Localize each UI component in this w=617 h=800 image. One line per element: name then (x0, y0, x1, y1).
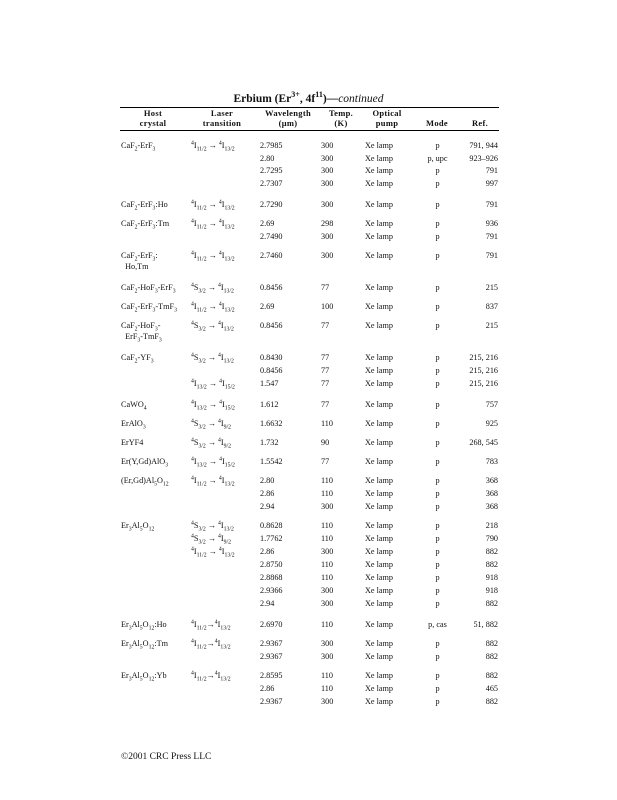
cell-temp: 300 (321, 141, 334, 150)
cell-trans: $^4I_{11/2} \to ^4I_{13/2}$ (191, 475, 235, 488)
cell-pump: Xe lamp (365, 232, 393, 241)
cell-mode: p (435, 400, 440, 409)
cell-temp: 300 (321, 639, 334, 648)
cell-host: CaF$_2$-HoF$_3$-ErF$_3$ (121, 283, 176, 295)
cell-wl: 2.80 (260, 476, 275, 485)
cell-pump: Xe lamp (365, 521, 393, 530)
cell-trans: $^4I_{11/2} \to ^4I_{13/2}$ (191, 250, 235, 263)
cell-pump: Xe lamp (365, 251, 393, 260)
cell-host: Er(Y,Gd)AlO$_3$ (121, 457, 169, 469)
cell-trans: $^4S_{3/2} \to ^4I_{13/2}$ (191, 282, 234, 295)
cell-pump: Xe lamp (365, 639, 393, 648)
cell-mode: p (435, 353, 440, 362)
cell-pump: Xe lamp (365, 547, 393, 556)
cell-ref: 368 (485, 502, 498, 511)
cell-wl: 1.7762 (260, 534, 283, 543)
cell-trans: $^4I_{11/2}\to^4I_{13/2}$ (191, 638, 231, 651)
cell-pump: Xe lamp (365, 502, 393, 511)
cell-mode: p (435, 302, 440, 311)
cell-trans: $^4I_{13/2} \to ^4I_{15/2}$ (191, 378, 235, 391)
cell-temp: 77 (321, 283, 330, 292)
cell-mode: p (435, 684, 440, 693)
cell-temp: 100 (321, 302, 334, 311)
cell-ref: 918 (485, 586, 498, 595)
cell-ref: 791 (485, 200, 498, 209)
cell-pump: Xe lamp (365, 457, 393, 466)
cell-temp: 77 (321, 457, 330, 466)
cell-ref: 757 (485, 400, 498, 409)
cell-temp: 300 (321, 502, 334, 511)
cell-pump: Xe lamp (365, 179, 393, 188)
cell-pump: Xe lamp (365, 302, 393, 311)
cell-temp: 300 (321, 599, 334, 608)
cell-pump: Xe lamp (365, 400, 393, 409)
cell-host: $Er_3Al_5O_{12}:Ho$ (121, 620, 167, 632)
cell-ref: 791 (485, 232, 498, 241)
cell-temp: 77 (321, 379, 330, 388)
cell-mode: p (435, 697, 440, 706)
cell-pump: Xe lamp (365, 219, 393, 228)
cell-mode: p (435, 639, 440, 648)
cell-pump: Xe lamp (365, 200, 393, 209)
cell-wl: 2.86 (260, 489, 275, 498)
cell-trans: $^4S_{3/2} \to ^4I_{9/2}$ (191, 533, 231, 546)
cell-wl: 2.7307 (260, 179, 283, 188)
cell-pump: Xe lamp (365, 620, 393, 629)
cell-wl: 2.86 (260, 684, 275, 693)
cell-trans: $^4I_{13/2} \to ^4I_{15/2}$ (191, 399, 235, 412)
cell-wl: 1.612 (260, 400, 279, 409)
cell-mode: p (435, 502, 440, 511)
cell-trans: $^4S_{3/2} \to ^4I_{9/2}$ (191, 418, 231, 431)
cell-temp: 300 (321, 232, 334, 241)
cell-ref: 368 (485, 489, 498, 498)
cell-temp: 300 (321, 179, 334, 188)
cell-temp: 110 (321, 476, 333, 485)
cell-ref: 882 (485, 652, 498, 661)
cell-pump: Xe lamp (365, 671, 393, 680)
cell-wl: 2.8750 (260, 560, 283, 569)
cell-pump: Xe lamp (365, 438, 393, 447)
cell-temp: 77 (321, 400, 330, 409)
cell-temp: 298 (321, 219, 334, 228)
cell-temp: 110 (321, 671, 333, 680)
cell-ref: 790 (485, 534, 498, 543)
cell-temp: 300 (321, 697, 334, 706)
cell-mode: p (435, 251, 440, 260)
cell-wl: 2.94 (260, 599, 275, 608)
cell-trans: $^4I_{13/2} \to ^4I_{15/2}$ (191, 456, 235, 469)
cell-temp: 300 (321, 154, 334, 163)
cell-wl: 2.6970 (260, 620, 283, 629)
cell-pump: Xe lamp (365, 560, 393, 569)
cell-wl: 2.94 (260, 502, 275, 511)
cell-ref: 791 (485, 251, 498, 260)
cell-host: CaF$_2$-ErF$_3$:Ho (121, 200, 168, 212)
cell-mode: p (435, 166, 440, 175)
cell-host: CaF$_2$-HoF$_3$- ErF$_3$-TmF$_3$ (121, 321, 162, 344)
cell-temp: 300 (321, 200, 334, 209)
cell-mode: p (435, 321, 440, 330)
cell-temp: 110 (321, 684, 333, 693)
cell-pump: Xe lamp (365, 166, 393, 175)
cell-mode: p, upc (427, 154, 448, 163)
cell-ref: 918 (485, 573, 498, 582)
cell-mode: p (435, 438, 440, 447)
cell-ref: 936 (485, 219, 498, 228)
cell-temp: 110 (321, 573, 333, 582)
cell-wl: 2.7460 (260, 251, 283, 260)
cell-mode: p (435, 586, 440, 595)
page-title: Erbium ($Er^{3+}$, $4f^{11})—continued$ (233, 90, 384, 105)
cell-trans: $^4I_{11/2} \to ^4I_{13/2}$ (191, 140, 235, 153)
cell-pump: Xe lamp (365, 379, 393, 388)
cell-pump: Xe lamp (365, 141, 393, 150)
cell-ref: 791, 944 (469, 141, 498, 150)
cell-mode: p (435, 179, 440, 188)
cell-ref: 268, 545 (469, 438, 498, 447)
cell-temp: 300 (321, 166, 334, 175)
cell-wl: 2.7490 (260, 232, 283, 241)
cell-host: CaF$_2$-ErF$_3$: Ho,Tm (121, 251, 158, 271)
copyright-footer: ©2001 CRC Press LLC (121, 752, 212, 762)
cell-host: $Er_3Al_5O_{12}:Tm$ (121, 639, 168, 651)
cell-temp: 110 (321, 560, 333, 569)
cell-mode: p (435, 379, 440, 388)
header-pump: Optical pump (372, 108, 402, 128)
cell-trans: $^4I_{11/2}\to^4I_{13/2}$ (191, 619, 231, 632)
cell-mode: p (435, 232, 440, 241)
cell-wl: 0.8456 (260, 283, 283, 292)
cell-ref: 882 (485, 697, 498, 706)
cell-trans: $^4S_{3/2} \to ^4I_{13/2}$ (191, 352, 234, 365)
cell-ref: 215, 216 (469, 366, 498, 375)
cell-trans: $^4I_{11/2} \to ^4I_{13/2}$ (191, 218, 235, 231)
cell-wl: 2.80 (260, 154, 275, 163)
cell-host: CaWO$_4$ (121, 400, 147, 412)
cell-pump: Xe lamp (365, 366, 393, 375)
cell-pump: Xe lamp (365, 652, 393, 661)
cell-wl: 2.69 (260, 219, 275, 228)
cell-mode: p (435, 521, 440, 530)
cell-mode: p (435, 457, 440, 466)
cell-host: $Er_3Al_5O_{12}:Yb$ (121, 671, 167, 683)
cell-pump: Xe lamp (365, 154, 393, 163)
cell-mode: p (435, 283, 440, 292)
cell-ref: 837 (485, 302, 498, 311)
cell-mode: p (435, 476, 440, 485)
cell-host: CaF$_2$-ErF$_3$-TmF$_3$ (121, 302, 177, 314)
cell-ref: 923–926 (469, 154, 498, 163)
cell-wl: 2.7985 (260, 141, 283, 150)
cell-pump: Xe lamp (365, 283, 393, 292)
cell-ref: 783 (485, 457, 498, 466)
cell-wl: 2.8595 (260, 671, 283, 680)
cell-wl: 1.547 (260, 379, 279, 388)
cell-wl: 0.8628 (260, 521, 283, 530)
cell-temp: 110 (321, 521, 333, 530)
cell-mode: p (435, 366, 440, 375)
cell-host: ErAlO$_3$ (121, 419, 146, 431)
cell-wl: 2.69 (260, 302, 275, 311)
cell-host: $CaF_2-YF_3$ (121, 353, 154, 365)
cell-ref: 465 (485, 684, 498, 693)
cell-trans: $^4I_{11/2} \to ^4I_{13/2}$ (191, 301, 235, 314)
header-bottom-rule (120, 130, 499, 131)
cell-pump: Xe lamp (365, 586, 393, 595)
cell-wl: 0.8456 (260, 366, 283, 375)
cell-ref: 218 (485, 521, 498, 530)
cell-temp: 77 (321, 321, 330, 330)
cell-pump: Xe lamp (365, 489, 393, 498)
cell-pump: Xe lamp (365, 419, 393, 428)
cell-ref: 215, 216 (469, 353, 498, 362)
cell-mode: p (435, 652, 440, 661)
cell-ref: 215, 216 (469, 379, 498, 388)
header-temp: Temp. (K) (328, 108, 354, 128)
cell-host: CaF$_2$-ErF$_3$ (121, 141, 156, 153)
cell-pump: Xe lamp (365, 684, 393, 693)
cell-wl: 2.9367 (260, 639, 283, 648)
cell-temp: 300 (321, 547, 334, 556)
cell-trans: $^4S_{3/2} \to ^4I_{13/2}$ (191, 520, 234, 533)
cell-wl: 2.7295 (260, 166, 283, 175)
cell-ref: 882 (485, 671, 498, 680)
header-wavelength: Wavelength (μm) (265, 108, 311, 128)
cell-wl: 2.8868 (260, 573, 283, 582)
cell-mode: p (435, 547, 440, 556)
header-mode: Mode (426, 118, 448, 128)
cell-trans: $^4I_{11/2}\to^4I_{13/2}$ (191, 670, 231, 683)
cell-temp: 300 (321, 586, 334, 595)
cell-temp: 300 (321, 251, 334, 260)
cell-temp: 110 (321, 419, 333, 428)
cell-wl: 1.6632 (260, 419, 283, 428)
cell-ref: 215 (485, 283, 498, 292)
cell-trans: $^4S_{3/2} \to ^4I_{13/2}$ (191, 320, 234, 333)
cell-wl: 2.86 (260, 547, 275, 556)
cell-mode: p (435, 599, 440, 608)
cell-ref: 882 (485, 639, 498, 648)
cell-temp: 300 (321, 652, 334, 661)
cell-wl: 0.8456 (260, 321, 283, 330)
header-ref: Ref. (471, 118, 489, 128)
cell-ref: 925 (485, 419, 498, 428)
cell-mode: p (435, 141, 440, 150)
cell-ref: 882 (485, 599, 498, 608)
cell-ref: 997 (485, 179, 498, 188)
cell-mode: p (435, 534, 440, 543)
cell-temp: 110 (321, 534, 333, 543)
cell-trans: $^4I_{11/2} \to ^4I_{13/2}$ (191, 199, 235, 212)
cell-pump: Xe lamp (365, 573, 393, 582)
cell-mode: p (435, 560, 440, 569)
cell-mode: p (435, 200, 440, 209)
cell-mode: p (435, 419, 440, 428)
cell-temp: 77 (321, 366, 330, 375)
cell-wl: 2.7290 (260, 200, 283, 209)
cell-mode: p (435, 489, 440, 498)
cell-mode: p (435, 573, 440, 582)
cell-pump: Xe lamp (365, 534, 393, 543)
cell-pump: Xe lamp (365, 697, 393, 706)
cell-ref: 791 (485, 166, 498, 175)
cell-wl: 1.5542 (260, 457, 283, 466)
cell-ref: 215 (485, 321, 498, 330)
cell-wl: 2.9366 (260, 586, 283, 595)
cell-wl: 2.9367 (260, 697, 283, 706)
cell-ref: 882 (485, 547, 498, 556)
cell-wl: 1.732 (260, 438, 279, 447)
cell-temp: 110 (321, 620, 333, 629)
cell-host: $Er_3Al_5O_{12}$ (121, 521, 155, 533)
cell-host: ErYF4 (121, 438, 144, 447)
cell-pump: Xe lamp (365, 353, 393, 362)
cell-pump: Xe lamp (365, 476, 393, 485)
cell-ref: 368 (485, 476, 498, 485)
cell-mode: p, cas (428, 620, 447, 629)
cell-wl: 2.9367 (260, 652, 283, 661)
header-transition: Laser transition (202, 108, 242, 128)
cell-ref: 882 (485, 560, 498, 569)
cell-temp: 110 (321, 489, 333, 498)
cell-mode: p (435, 219, 440, 228)
cell-host: CaF$_2$-ErF$_3$:Tm (121, 219, 170, 231)
cell-temp: 77 (321, 353, 330, 362)
cell-trans: $^4S_{3/2} \to ^4I_{9/2}$ (191, 437, 231, 450)
cell-trans: $^4I_{11/2} \to ^4I_{13/2}$ (191, 546, 235, 559)
cell-temp: 90 (321, 438, 330, 447)
header-host: Host crystal (139, 108, 167, 128)
cell-ref: 51, 882 (473, 620, 498, 629)
cell-mode: p (435, 671, 440, 680)
cell-pump: Xe lamp (365, 599, 393, 608)
cell-pump: Xe lamp (365, 321, 393, 330)
cell-host: $(Er,Gd)Al_5O_{12}$ (121, 476, 169, 488)
cell-wl: 0.8430 (260, 353, 283, 362)
